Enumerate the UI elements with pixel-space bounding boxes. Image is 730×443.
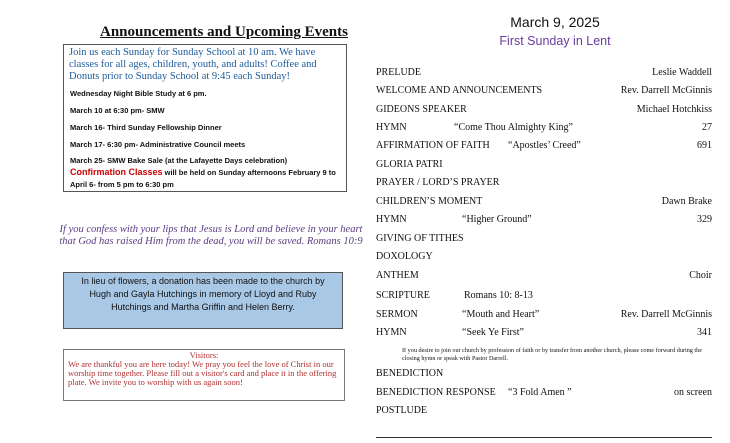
order-label: SERMON [376,309,418,320]
order-label: GLORIA PATRI [376,159,443,170]
order-middle: “3 Fold Amen ” [508,387,572,398]
order-right: Dawn Brake [661,196,712,207]
order-middle: “Apostles’ Creed” [508,140,581,151]
order-label: HYMN [376,122,407,133]
order-item-benediction [376,368,712,382]
order-item-hymn-3 [376,327,712,341]
order-item-sermon [376,309,712,323]
service-date: March 9, 2025 [510,14,600,30]
order-right: Choir [689,270,712,281]
profession-of-faith-note: If you desire to join our church by profession of faith or by transfer from another church, please come forward during the closing hymn or speak with Pastor Darrell. [402,347,702,362]
order-label: WELCOME AND ANNOUNCEMENTS [376,85,543,96]
order-item-postlude [376,405,712,419]
order-item-benediction-response [376,387,712,401]
order-middle: “Seek Ye First” [462,327,524,338]
order-middle: “Higher Ground” [462,214,532,225]
order-label: HYMN [376,214,407,225]
order-label: AFFIRMATION OF FAITH [376,140,490,151]
order-item-affirmation [376,140,712,154]
order-item-tithes [376,233,712,247]
service-subtitle: First Sunday in Lent [499,34,611,48]
order-item-hymn-1 [376,122,712,136]
event-item: March 10 at 6:30 pm- SMW [70,106,165,115]
order-item-anthem [376,270,712,284]
announcements-title: Announcements and Upcoming Events [100,24,348,40]
visitors-text: We are thankful you are here today! We pray you feel the love of Christ in our worship time together. Please fill out a visitor's card and place it in the offering plate. We invite you to worship with us again soon! [68,359,337,387]
order-label: PRAYER / LORD’S PRAYER [376,177,500,188]
scripture-verse: If you confess with your lips that Jesus is Lord and believe in your heart that God has raised Him from the dead, you will be saved. Romans 10:9 [59,224,363,247]
order-right: 691 [697,140,712,151]
visitors-title: Visitors: [189,350,219,360]
confirmation-classes [70,166,340,191]
announcements-box [63,44,347,192]
order-middle: Romans 10: 8-13 [464,290,533,301]
order-item-prayer [376,177,712,191]
order-label: SCRIPTURE [376,290,430,301]
order-right: Rev. Darrell McGinnis [620,309,712,320]
memorial-box: In lieu of flowers, a donation has been made to the church by Hugh and Gayla Hutchings in memory of Lloyd and Ruby Hutchings and Martha Griffin and Helen Berry. [63,272,343,329]
order-right: 341 [697,327,712,338]
sunday-school-intro: Join us each Sunday for Sunday School at 10 am. We have classes for all ages, children, youth, and adults! Coffee and Donuts prior to Sunday School at 9:45 each Sunday! [69,47,317,82]
visitors-box [63,349,345,401]
event-item: March 25- SMW Bake Sale (at the Lafayette Days celebration) [70,156,288,165]
confirmation-text: will be held on Sunday afternoons February 9 to April 6- from 5 pm to 6:30 pm [70,168,336,189]
order-right: 27 [702,122,712,133]
order-label: GIVING OF TITHES [376,233,464,244]
event-item: March 16- Third Sunday Fellowship Dinner [70,123,222,132]
order-right: Leslie Waddell [652,67,712,78]
confirmation-label: Confirmation Classes [70,167,163,177]
order-item-welcome [376,85,712,99]
bottom-divider [376,437,712,438]
order-item-childrens [376,196,712,210]
order-item-hymn-2 [376,214,712,228]
order-label: CHILDREN’S MOMENT [376,196,483,207]
order-middle: “Come Thou Almighty King” [454,122,573,133]
order-label: BENEDICTION [376,368,444,379]
order-middle: “Mouth and Heart” [462,309,540,320]
order-item-scripture [376,290,712,304]
event-item: Wednesday Night Bible Study at 6 pm. [70,89,207,98]
order-item-gloria [376,159,712,173]
order-item-doxology [376,251,712,265]
order-label: DOXOLOGY [376,251,433,262]
order-label: POSTLUDE [376,405,428,416]
order-right: Michael Hotchkiss [636,104,712,115]
order-label: PRELUDE [376,67,421,78]
order-right: on screen [673,387,712,398]
order-label: GIDEONS SPEAKER [376,104,467,115]
order-right: 329 [697,214,712,225]
order-item-prelude [376,67,712,81]
order-label: HYMN [376,327,407,338]
event-item: March 17- 6:30 pm- Administrative Council meets [70,140,246,149]
order-right: Rev. Darrell McGinnis [620,85,712,96]
order-label: ANTHEM [376,270,419,281]
order-item-gideons [376,104,712,118]
order-label: BENEDICTION RESPONSE [376,387,496,398]
